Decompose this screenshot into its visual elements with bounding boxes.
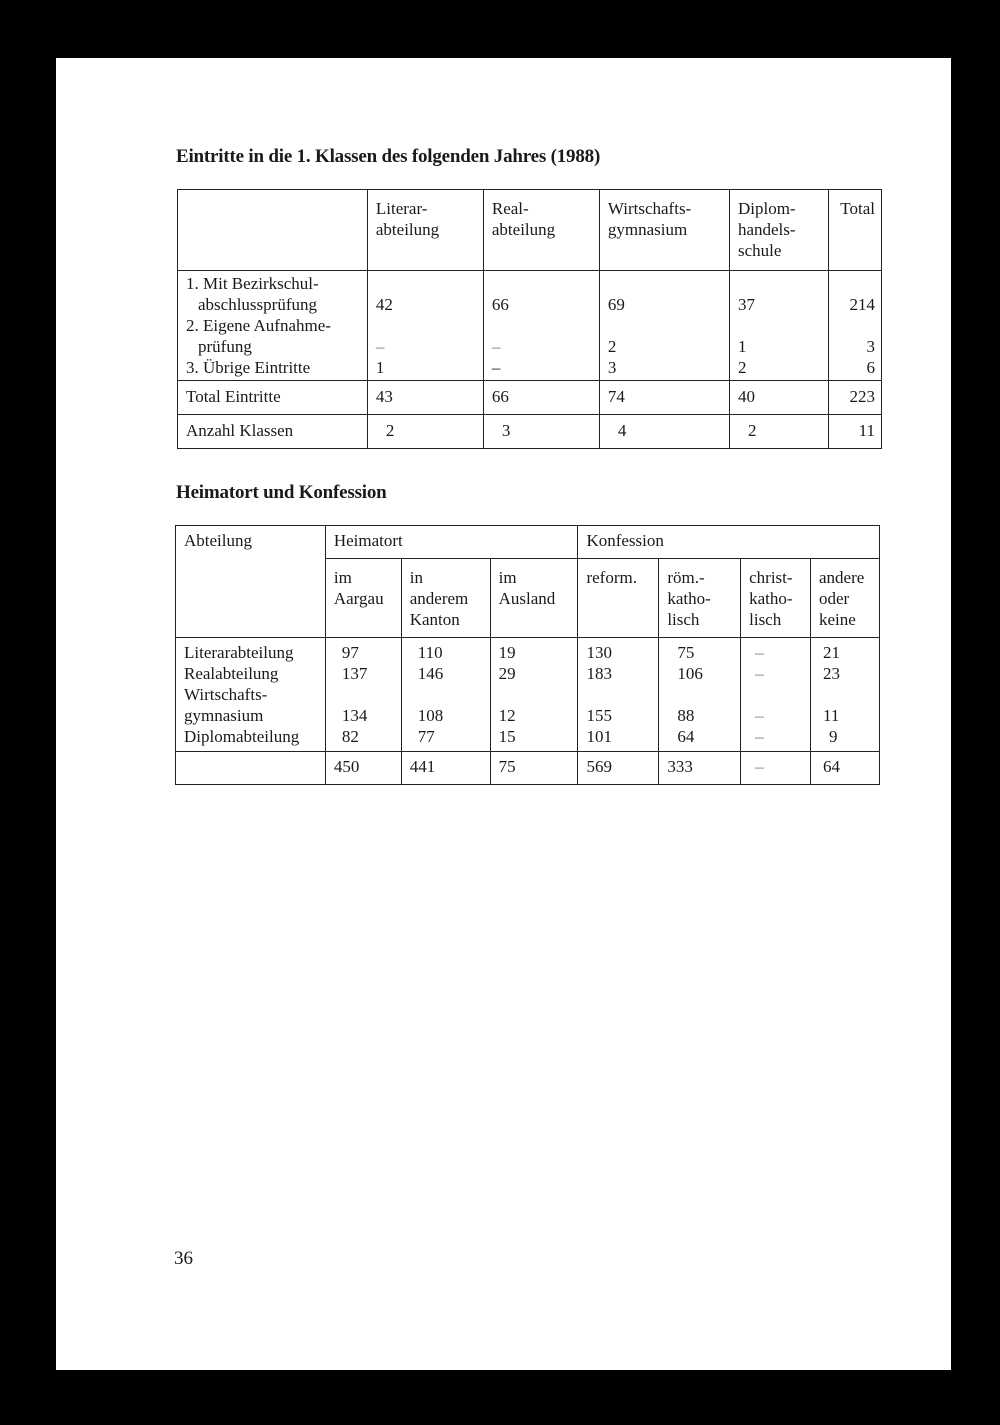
classes-total: 11 [829, 415, 882, 449]
col-roem-kath: 75 106 88 64 [659, 638, 741, 752]
total-literar: 43 [367, 381, 483, 415]
class-count-row [178, 415, 882, 449]
col-reform: 130 183 155 101 [578, 638, 659, 752]
total-christ-kath: – [741, 752, 811, 785]
total-total: 223 [829, 381, 882, 415]
header-ausland: im Ausland [490, 559, 578, 638]
row-labels: Literarabteilung Realabteilung Wirtschafts- gymnasium Diplomabteilung [176, 638, 326, 752]
col-wirtschaft-values: 69 2 3 [599, 271, 729, 381]
total-aargau: 450 [325, 752, 401, 785]
total-reform: 569 [578, 752, 659, 785]
corner-abteilung: Abteilung [176, 526, 326, 638]
classes-literar: 2 [367, 415, 483, 449]
col-andere: 21 23 11 9 [811, 638, 880, 752]
table-header-row [178, 190, 882, 271]
header-total: Total [829, 190, 882, 271]
page-number: 36 [174, 1248, 193, 1269]
total-entries-label: Total Eintritte [178, 381, 368, 415]
col-christ-kath: – – – – [741, 638, 811, 752]
header-wirtschaft: Wirtschafts- gymnasium [599, 190, 729, 271]
col-anderer-kanton: 110 146 108 77 [401, 638, 490, 752]
group-heimatort: Heimatort [325, 526, 578, 559]
header-diplom: Diplom- handels- schule [729, 190, 828, 271]
total-diplom: 40 [729, 381, 828, 415]
header-reform: reform. [578, 559, 659, 638]
table1-title: Eintritte in die 1. Klassen des folgenden Jahres (1988) [176, 146, 601, 167]
col-aargau: 97 137 134 82 [325, 638, 401, 752]
table2-title: Heimatort und Konfession [176, 482, 387, 503]
header-andere: andere oder keine [811, 559, 880, 638]
total-roem-kath: 333 [659, 752, 741, 785]
group-konfession: Konfession [578, 526, 880, 559]
table-corner-cell [178, 190, 368, 271]
header-literar: Literar- abteilung [367, 190, 483, 271]
total-andere: 64 [811, 752, 880, 785]
total-entries-row [178, 381, 882, 415]
col-ausland: 19 29 12 15 [490, 638, 578, 752]
classes-real: 3 [483, 415, 599, 449]
col-real-values: 66 – – [483, 271, 599, 381]
header-real: Real- abteilung [483, 190, 599, 271]
document-page [56, 58, 951, 1370]
col-diplom-values: 37 1 2 [729, 271, 828, 381]
table-row [178, 271, 882, 381]
totals-label-cell [176, 752, 326, 785]
class-count-label: Anzahl Klassen [178, 415, 368, 449]
classes-diplom: 2 [729, 415, 828, 449]
entries-table [177, 189, 882, 449]
origin-confession-table [175, 525, 880, 785]
col-total-values: 214 3 6 [829, 271, 882, 381]
total-anderer-kanton: 441 [401, 752, 490, 785]
group-header-row [176, 526, 880, 559]
header-aargau: im Aargau [325, 559, 401, 638]
classes-wirtschaft: 4 [599, 415, 729, 449]
total-wirtschaft: 74 [599, 381, 729, 415]
header-christ-kath: christ- katho- lisch [741, 559, 811, 638]
header-anderer-kanton: in anderem Kanton [401, 559, 490, 638]
totals-row [176, 752, 880, 785]
total-ausland: 75 [490, 752, 578, 785]
col-literar-values: 42 – 1 [367, 271, 483, 381]
total-real: 66 [483, 381, 599, 415]
table-row [176, 638, 880, 752]
row-labels: 1. Mit Bezirkschul- abschlussprüfung 2. Eigene Aufnahme- prüfung 3. Übrige Eintritte [178, 271, 368, 381]
header-roem-kath: röm.- katho- lisch [659, 559, 741, 638]
